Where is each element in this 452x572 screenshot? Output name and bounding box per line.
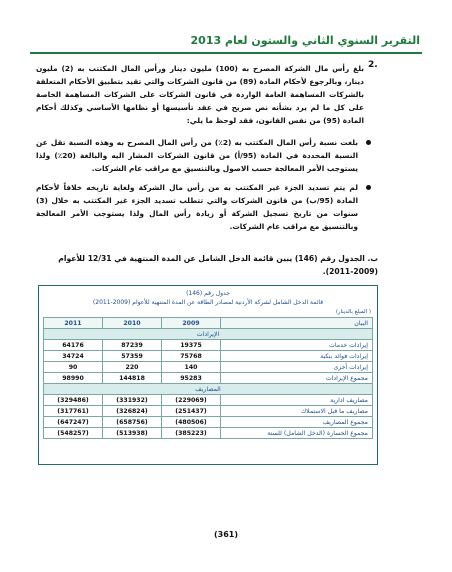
section-label: الإيرادات xyxy=(44,329,373,340)
header-label: البيان xyxy=(221,318,373,329)
table-row xyxy=(44,362,373,373)
page-number: (361) xyxy=(213,530,238,539)
cell-2010: 220 xyxy=(103,362,162,373)
header-year: 2011 xyxy=(44,318,103,329)
cell-2010: 87239 xyxy=(103,340,162,351)
row-label: مجموع الإيرادات xyxy=(221,373,373,384)
table-row xyxy=(44,373,373,384)
section-row-expenses xyxy=(44,384,373,395)
cell-2011: 98990 xyxy=(44,373,103,384)
cell-2011: 64176 xyxy=(44,340,103,351)
table-row xyxy=(44,417,373,428)
table-header-row xyxy=(44,318,373,329)
table-row xyxy=(44,406,373,417)
row-label: مصاريف ما قبل الاستملاك xyxy=(221,406,373,417)
bullet-item xyxy=(36,181,374,233)
cell-2009: 75768 xyxy=(162,351,221,362)
table-title: جدول رقم (146) xyxy=(186,290,230,297)
cell-2009: (251437) xyxy=(162,406,221,417)
section-paragraph: بلغ رأس مال الشركة المصرح به (100) مليون دينار ورأس المال المكتتب به (2) مليون دينار، وبالرجوع لأحكام المادة (89) من قانون الشركات والتي تقيد بتطبيق الأحكام المتعلقة بالشركات المساهمة العامة الواردة في قانون الشركات على الشركات المساهمة الخاصة على كل ما لم يرد بشأنه نص صريح في عقد تأسيسها أو نظامها الأساسي وكذلك أحكام المادة (95) من نفس القانون، فقد لوحظ ما يلي: xyxy=(36,64,364,125)
income-statement-table xyxy=(43,317,373,439)
row-label: إيرادات فوائد بنكية xyxy=(221,351,373,362)
table-subtitle: قائمة الدخل الشامل لشركة الأردنية لمصادر الطاقة عن المدة المنتهية للأعوام (2009-2011) xyxy=(92,299,324,306)
table-row xyxy=(44,340,373,351)
cell-2011: (647247) xyxy=(44,417,103,428)
cell-2010: 57359 xyxy=(103,351,162,362)
cell-2011: (548257) xyxy=(44,428,103,439)
cell-2010: (658756) xyxy=(103,417,162,428)
header-divider xyxy=(30,52,422,54)
section-row-revenue xyxy=(44,329,373,340)
header-year: 2010 xyxy=(103,318,162,329)
bullet-dot-icon xyxy=(366,140,371,145)
table-row xyxy=(44,351,373,362)
cell-2011: 34724 xyxy=(44,351,103,362)
table-unit: ( المبلغ بالدينار) xyxy=(335,309,371,315)
paragraph-b: ب. الجدول رقم (146) يبين قائمة الدخل الشامل عن المدة المنتهية في 12/31 للأعوام (2009-2011). xyxy=(58,254,378,276)
cell-2010: 144818 xyxy=(103,373,162,384)
report-header-title: التقرير السنوي الثاني والستون لعام 2013 xyxy=(190,34,420,47)
row-label: إيرادات خدمات xyxy=(221,340,373,351)
bullet-text: بلغت نسبة رأس المال المكتتب به (2٪) من رأس المال المصرح به وهذه النسبة تقل عن النسبة المحددة في المادة (95/أ) من قانون الشركات المشار اليه والبالغة (20٪) ولذا يستوجب الأمر المعالجة حسب الاصول وبالتنسيق مع مراقب عام الشركات. xyxy=(36,138,358,173)
table-row xyxy=(44,428,373,439)
cell-2009: (480506) xyxy=(162,417,221,428)
cell-2009: 19375 xyxy=(162,340,221,351)
section-number: 2. xyxy=(368,60,378,70)
cell-2010: (331932) xyxy=(103,395,162,406)
cell-2011: 90 xyxy=(44,362,103,373)
cell-2009: 95283 xyxy=(162,373,221,384)
row-label: مجموع الخسارة (الدخل الشامل) للسنة xyxy=(221,428,373,439)
bullet-dot-icon xyxy=(366,185,371,190)
row-label: مصاريف ادارية xyxy=(221,395,373,406)
section-label: المصاريف xyxy=(44,384,373,395)
cell-2009: (385223) xyxy=(162,428,221,439)
cell-2010: (513938) xyxy=(103,428,162,439)
row-label: إيرادات أخرى xyxy=(221,362,373,373)
cell-2011: (329486) xyxy=(44,395,103,406)
cell-2009: 140 xyxy=(162,362,221,373)
bullet-list xyxy=(36,136,374,239)
header-year: 2009 xyxy=(162,318,221,329)
cell-2010: (326824) xyxy=(103,406,162,417)
cell-2011: (317761) xyxy=(44,406,103,417)
bullet-text: لم يتم تسديد الجزء غير المكتتب به من رأس مال الشركة ولغاية تاريخه خلافاً لأحكام المادة (95/ب) من قانون الشركات والتي تتطلب تسديد الجزء غير المكتتب به خلال (3) سنوات من تاريخ تسجيل الشركة أو زيادة رأس المال ولذا يستوجب الأمر المعالجة وبالتنسيق مع مراقب عام الشركات. xyxy=(36,183,358,231)
income-statement-table-box xyxy=(38,285,378,465)
row-label: مجموع المصاريف xyxy=(221,417,373,428)
cell-2009: (229069) xyxy=(162,395,221,406)
bullet-item xyxy=(36,136,374,175)
table-row xyxy=(44,395,373,406)
